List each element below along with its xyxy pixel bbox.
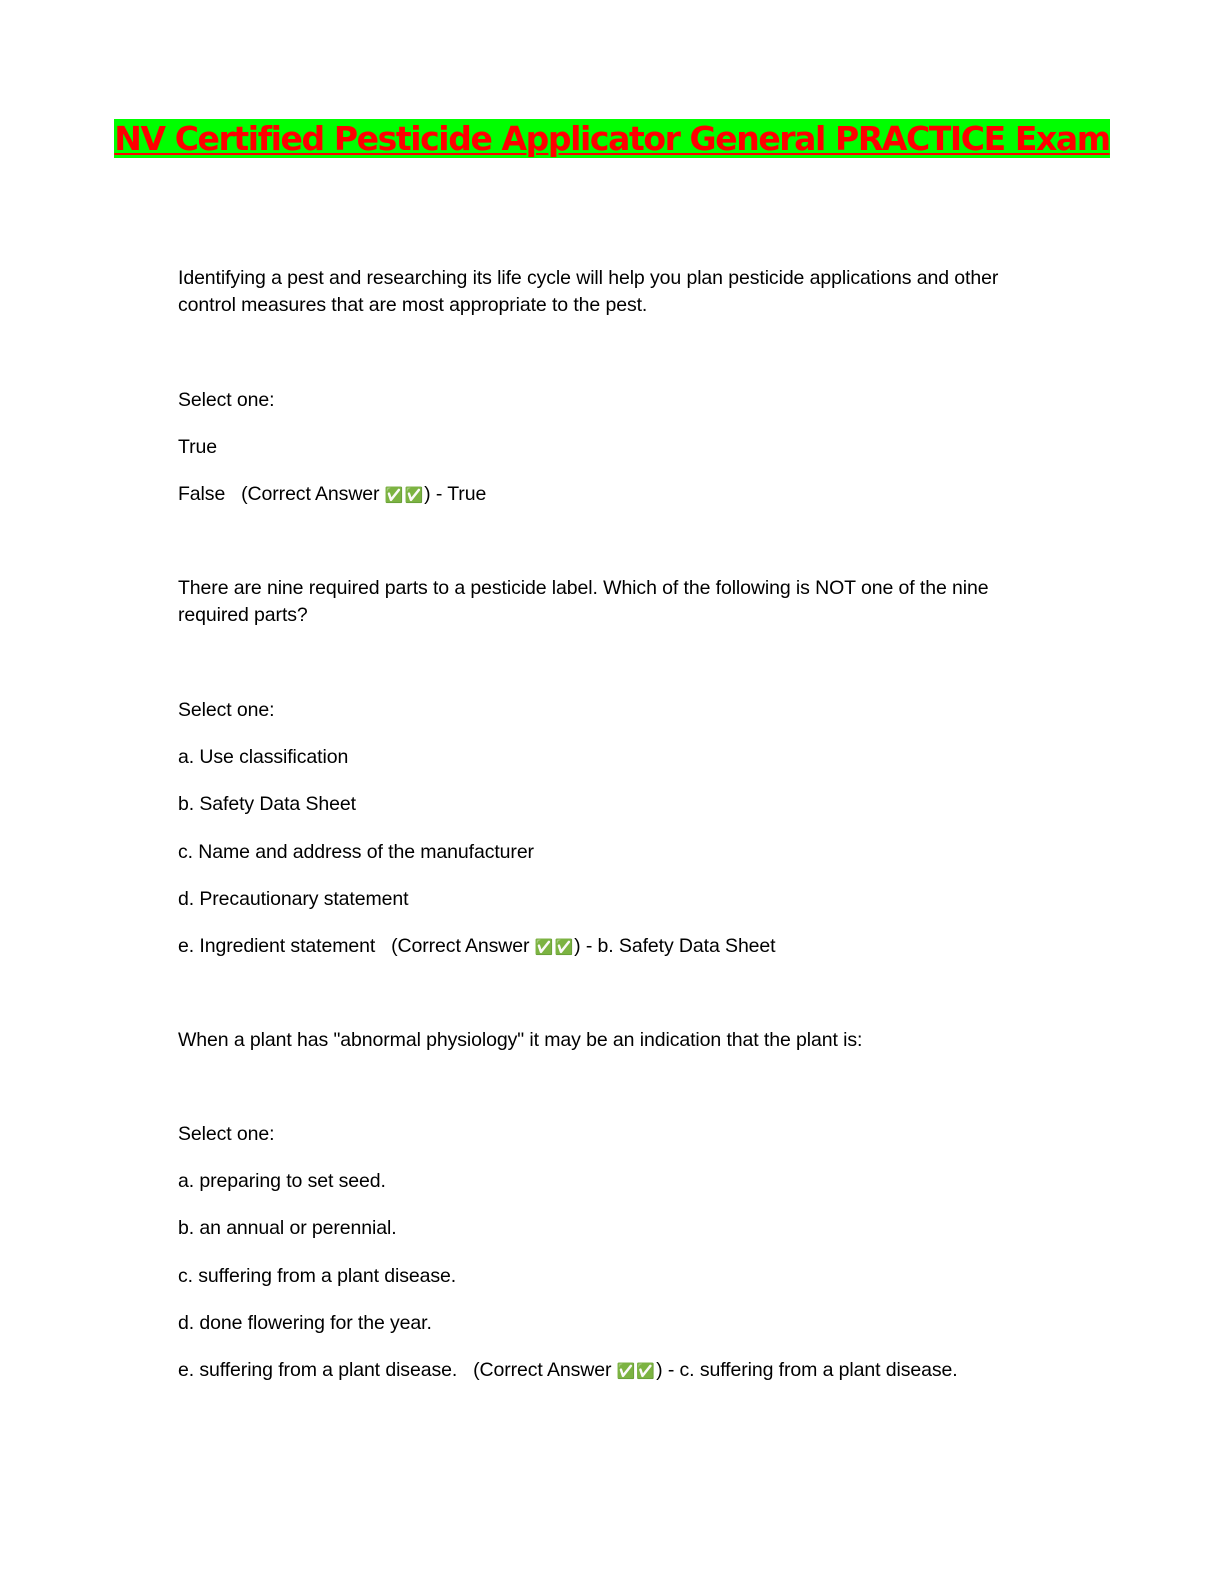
question-2-option-d: d. Precautionary statement bbox=[178, 888, 409, 910]
question-3-answer-line bbox=[178, 1357, 958, 1385]
question-2-option-a: a. Use classification bbox=[178, 746, 349, 768]
question-1-option-false: False bbox=[178, 483, 226, 505]
question-1-answer-value: ) - True bbox=[424, 483, 487, 505]
question-3-select-label: Select one: bbox=[178, 1123, 275, 1145]
question-2-option-c: c. Name and address of the manufacturer bbox=[178, 841, 534, 863]
question-2-answer-line bbox=[178, 933, 776, 961]
question-2-option-e: e. Ingredient statement bbox=[178, 935, 376, 957]
check-mark-icon: ✅✅ bbox=[616, 1362, 657, 1380]
question-2-select-label: Select one: bbox=[178, 699, 275, 721]
question-3-prompt: When a plant has "abnormal physiology" it may be an indication that the plant is: bbox=[178, 1029, 863, 1051]
question-2-answer-value: ) - b. Safety Data Sheet bbox=[574, 935, 776, 957]
question-3-answer-value: ) - c. suffering from a plant disease. bbox=[656, 1359, 958, 1381]
question-2-prompt: There are nine required parts to a pesticide label. Which of the following is NOT one of the nine required parts? bbox=[178, 577, 989, 626]
question-1-select-label: Select one: bbox=[178, 389, 275, 411]
check-mark-icon: ✅✅ bbox=[384, 486, 425, 504]
document-title: NV Certified Pesticide Applicator General PRACTICE Exam bbox=[114, 119, 1110, 158]
question-3-option-b: b. an annual or perennial. bbox=[178, 1217, 397, 1239]
question-3-answer-prefix: (Correct Answer bbox=[473, 1359, 612, 1381]
question-3-option-a: a. preparing to set seed. bbox=[178, 1170, 386, 1192]
question-2-answer-prefix: (Correct Answer bbox=[391, 935, 530, 957]
question-3-option-e: e. suffering from a plant disease. bbox=[178, 1359, 458, 1381]
check-mark-icon: ✅✅ bbox=[534, 938, 575, 956]
question-1-answer-line bbox=[178, 481, 486, 509]
question-2-option-b: b. Safety Data Sheet bbox=[178, 793, 356, 815]
question-1-prompt: Identifying a pest and researching its life cycle will help you plan pesticide applications and other control measures that are most appropriate to the pest. bbox=[178, 267, 999, 316]
question-3-option-c: c. suffering from a plant disease. bbox=[178, 1265, 457, 1287]
question-3-option-d: d. done flowering for the year. bbox=[178, 1312, 432, 1334]
document-title-block bbox=[0, 119, 1224, 158]
question-1-option-true: True bbox=[178, 436, 217, 458]
question-1-answer-prefix: (Correct Answer bbox=[241, 483, 380, 505]
